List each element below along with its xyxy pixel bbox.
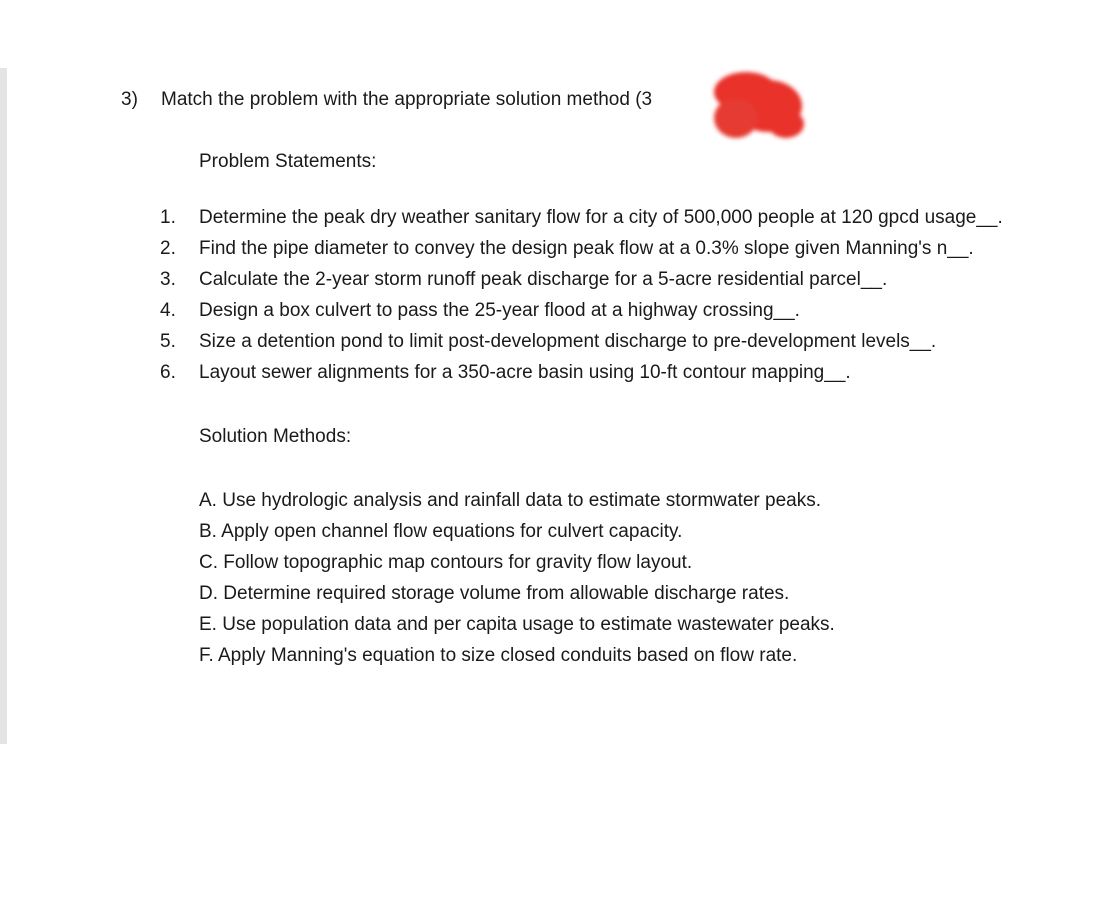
problem-item-5: 5. Size a detention pond to limit post-development discharge to pre-development levels__. [160, 331, 937, 352]
solution-item-f: F. Apply Manning's equation to size closed conduits based on flow rate. [199, 645, 798, 666]
problem-item-4: 4. Design a box culvert to pass the 25-year flood at a highway crossing__. [160, 300, 800, 321]
question-title [121, 89, 652, 111]
problem-item-1: 1. Determine the peak dry weather sanitary flow for a city of 500,000 people at 120 gpcd usage__. [160, 207, 1003, 228]
question-number: 3) [121, 89, 138, 110]
problem-statements-heading: Problem Statements: [199, 151, 377, 172]
solution-item-c: C. Follow topographic map contours for gravity flow layout. [199, 552, 693, 573]
problem-item-2: 2. Find the pipe diameter to convey the design peak flow at a 0.3% slope given Manning's n__. [160, 238, 974, 259]
red-redaction-scribble [706, 68, 810, 146]
problem-item-3: 3. Calculate the 2-year storm runoff peak discharge for a 5-acre residential parcel__. [160, 269, 888, 290]
problem-list [160, 202, 1003, 388]
question-text: Match the problem with the appropriate solution method (3 [161, 89, 653, 110]
solution-list [199, 485, 835, 671]
solution-item-b: B. Apply open channel flow equations for culvert capacity. [199, 521, 683, 542]
solution-methods-heading: Solution Methods: [199, 426, 352, 447]
solution-item-a: A. Use hydrologic analysis and rainfall data to estimate stormwater peaks. [199, 490, 822, 511]
solution-item-d: D. Determine required storage volume from allowable discharge rates. [199, 583, 790, 604]
problem-item-6: 6. Layout sewer alignments for a 350-acre basin using 10-ft contour mapping__. [160, 362, 851, 383]
solution-item-e: E. Use population data and per capita usage to estimate wastewater peaks. [199, 614, 835, 635]
